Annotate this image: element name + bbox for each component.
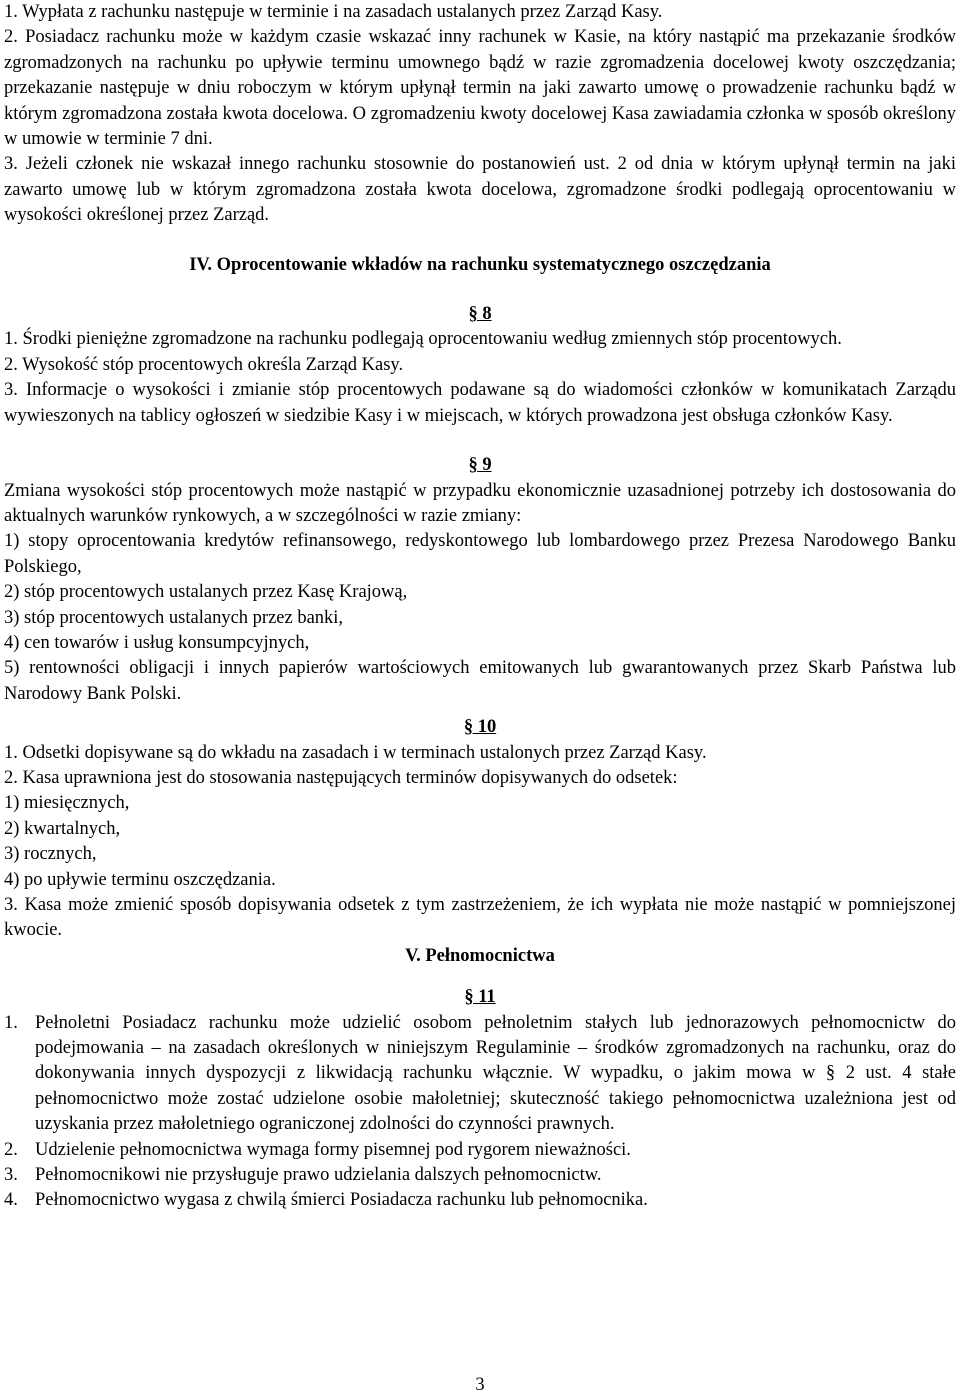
par10-subitem-4: 4) po upływie terminu oszczędzania.	[4, 869, 276, 890]
par9-item-4: 4) cen towarów i usług konsumpcyjnych,	[4, 632, 310, 653]
par10-subitem-3: 3) rocznych,	[4, 844, 97, 865]
par11-item-2-text: Udzielenie pełnomocnictwa wymaga formy pisemnej pod rygorem nieważności.	[35, 1139, 631, 1160]
par10-subitem-1: 1) miesięcznych,	[4, 793, 130, 814]
par9-item-1: 1) stopy oprocentowania kredytów refinansowego, redyskontowego lub lombardowego przez Prezesa Narodowego Banku Polskiego,	[4, 531, 956, 577]
section-8-sign: § 8	[468, 304, 492, 325]
par8-item-2: 2. Wysokość stóp procentowych określa Zarząd Kasy.	[4, 354, 404, 375]
par11-item-1-number: 1.	[4, 1012, 18, 1033]
paragraph-posiadacz: 2. Posiadacz rachunku może w każdym czasie wskazać inny rachunek w Kasie, na który nastąpić ma przekazanie środków zgromadzonych na rachunku po upływie terminu umownego bądź w razie zgromadzenia docelowej kwoty oszczędzania; przekazanie następuje w dniu roboczym w którym upłynął termin na jaki zawarto umowę o prowadzenie rachunku bądź w którym zgromadzona została kwota docelowa. O zgromadzeniu kwoty docelowej Kasa zawiadamia członka w sposób określony w umowie w terminie 7 dni.	[4, 27, 956, 150]
section-10-sign: § 10	[463, 717, 497, 738]
par10-item-3: 3. Kasa może zmienić sposób dopisywania odsetek z tym zastrzeżeniem, że ich wypłata nie może nastąpić w pomniejszonej kwocie.	[4, 895, 956, 941]
page-number: 3	[475, 1375, 485, 1395]
par11-item-2-number: 2.	[4, 1139, 18, 1160]
section-9-sign: § 9	[468, 455, 492, 476]
par11-item-1-text: Pełnoletni Posiadacz rachunku może udzielić osobom pełnoletnim stałych lub jednorazowych pełnomocnictw do podejmowania – na zasadach określonych w niniejszym Regulaminie – środków zgromadzonych na rachunku, oraz do dokonywania innych dyspozycji z likwidacją rachunku włącznie. W wypadku, o jakim mowa w § 2 ust. 4 stałe pełnomocnictwo może zostać udzielone osobie małoletniej; skuteczność takiego pełnomocnictwa uzależniona jest od uzyskania przez małoletniego ograniczonej zdolności do czynności prawnych.	[35, 1012, 956, 1135]
section-11-sign: § 11	[464, 987, 496, 1008]
par10-item-2: 2. Kasa uprawniona jest do stosowania następujących terminów dopisywanych do odsetek:	[4, 767, 678, 788]
par8-item-3: 3. Informacje o wysokości i zmianie stóp procentowych podawane są do wiadomości członków w komunikatach Zarządu wywieszonych na tablicy ogłoszeń w siedzibie Kasy i w miejscach, w których prowadzona jest obsługa członków Kasy.	[4, 380, 956, 426]
par11-item-3-text: Pełnomocnikowi nie przysługuje prawo udzielania dalszych pełnomocnictw.	[35, 1165, 602, 1186]
par9-item-2: 2) stóp procentowych ustalanych przez Kasę Krajową,	[4, 582, 408, 603]
par11-item-3-number: 3.	[4, 1165, 18, 1186]
paragraph-wyplata: 1. Wypłata z rachunku następuje w terminie i na zasadach ustalanych przez Zarząd Kasy.	[4, 2, 663, 22]
par11-item-4-text: Pełnomocnictwo wygasa z chwilą śmierci Posiadacza rachunku lub pełnomocnika.	[35, 1190, 648, 1211]
par8-item-1: 1. Środki pieniężne zgromadzone na rachunku podlegają oprocentowaniu według zmiennych stóp procentowych.	[4, 329, 842, 350]
chapter-iv-title: IV. Oprocentowanie wkładów na rachunku systematycznego oszczędzania	[189, 254, 771, 275]
par11-item-4	[4, 1188, 956, 1213]
paragraph-jezeli: 3. Jeżeli członek nie wskazał innego rachunku stosownie do postanowień ust. 2 od dnia w którym upłynął termin na jaki zawarto umowę lub w którym zgromadzona została kwota docelowa, zgromadzone środki podlegają oprocentowaniu w wysokości określonej przez Zarząd.	[4, 154, 956, 226]
par11-item-1	[4, 1011, 956, 1138]
chapter-v-title: V. Pełnomocnictwa	[405, 945, 555, 966]
par11-item-2	[4, 1138, 956, 1163]
par9-item-3: 3) stóp procentowych ustalanych przez banki,	[4, 607, 344, 628]
par9-intro: Zmiana wysokości stóp procentowych może nastąpić w przypadku ekonomicznie uzasadnionej potrzeby ich dostosowania do aktualnych warunków rynkowych, a w szczególności w razie zmiany:	[4, 480, 956, 526]
par11-item-4-number: 4.	[4, 1190, 18, 1211]
par10-subitem-2: 2) kwartalnych,	[4, 818, 121, 839]
par9-item-5: 5) rentowności obligacji i innych papierów wartościowych emitowanych lub gwarantowanych przez Skarb Państwa lub Narodowy Bank Polski.	[4, 658, 956, 704]
par11-item-3	[4, 1163, 956, 1188]
par10-item-1: 1. Odsetki dopisywane są do wkładu na zasadach i w terminach ustalonych przez Zarząd Kasy.	[4, 742, 707, 763]
document-page	[4, 0, 956, 1395]
